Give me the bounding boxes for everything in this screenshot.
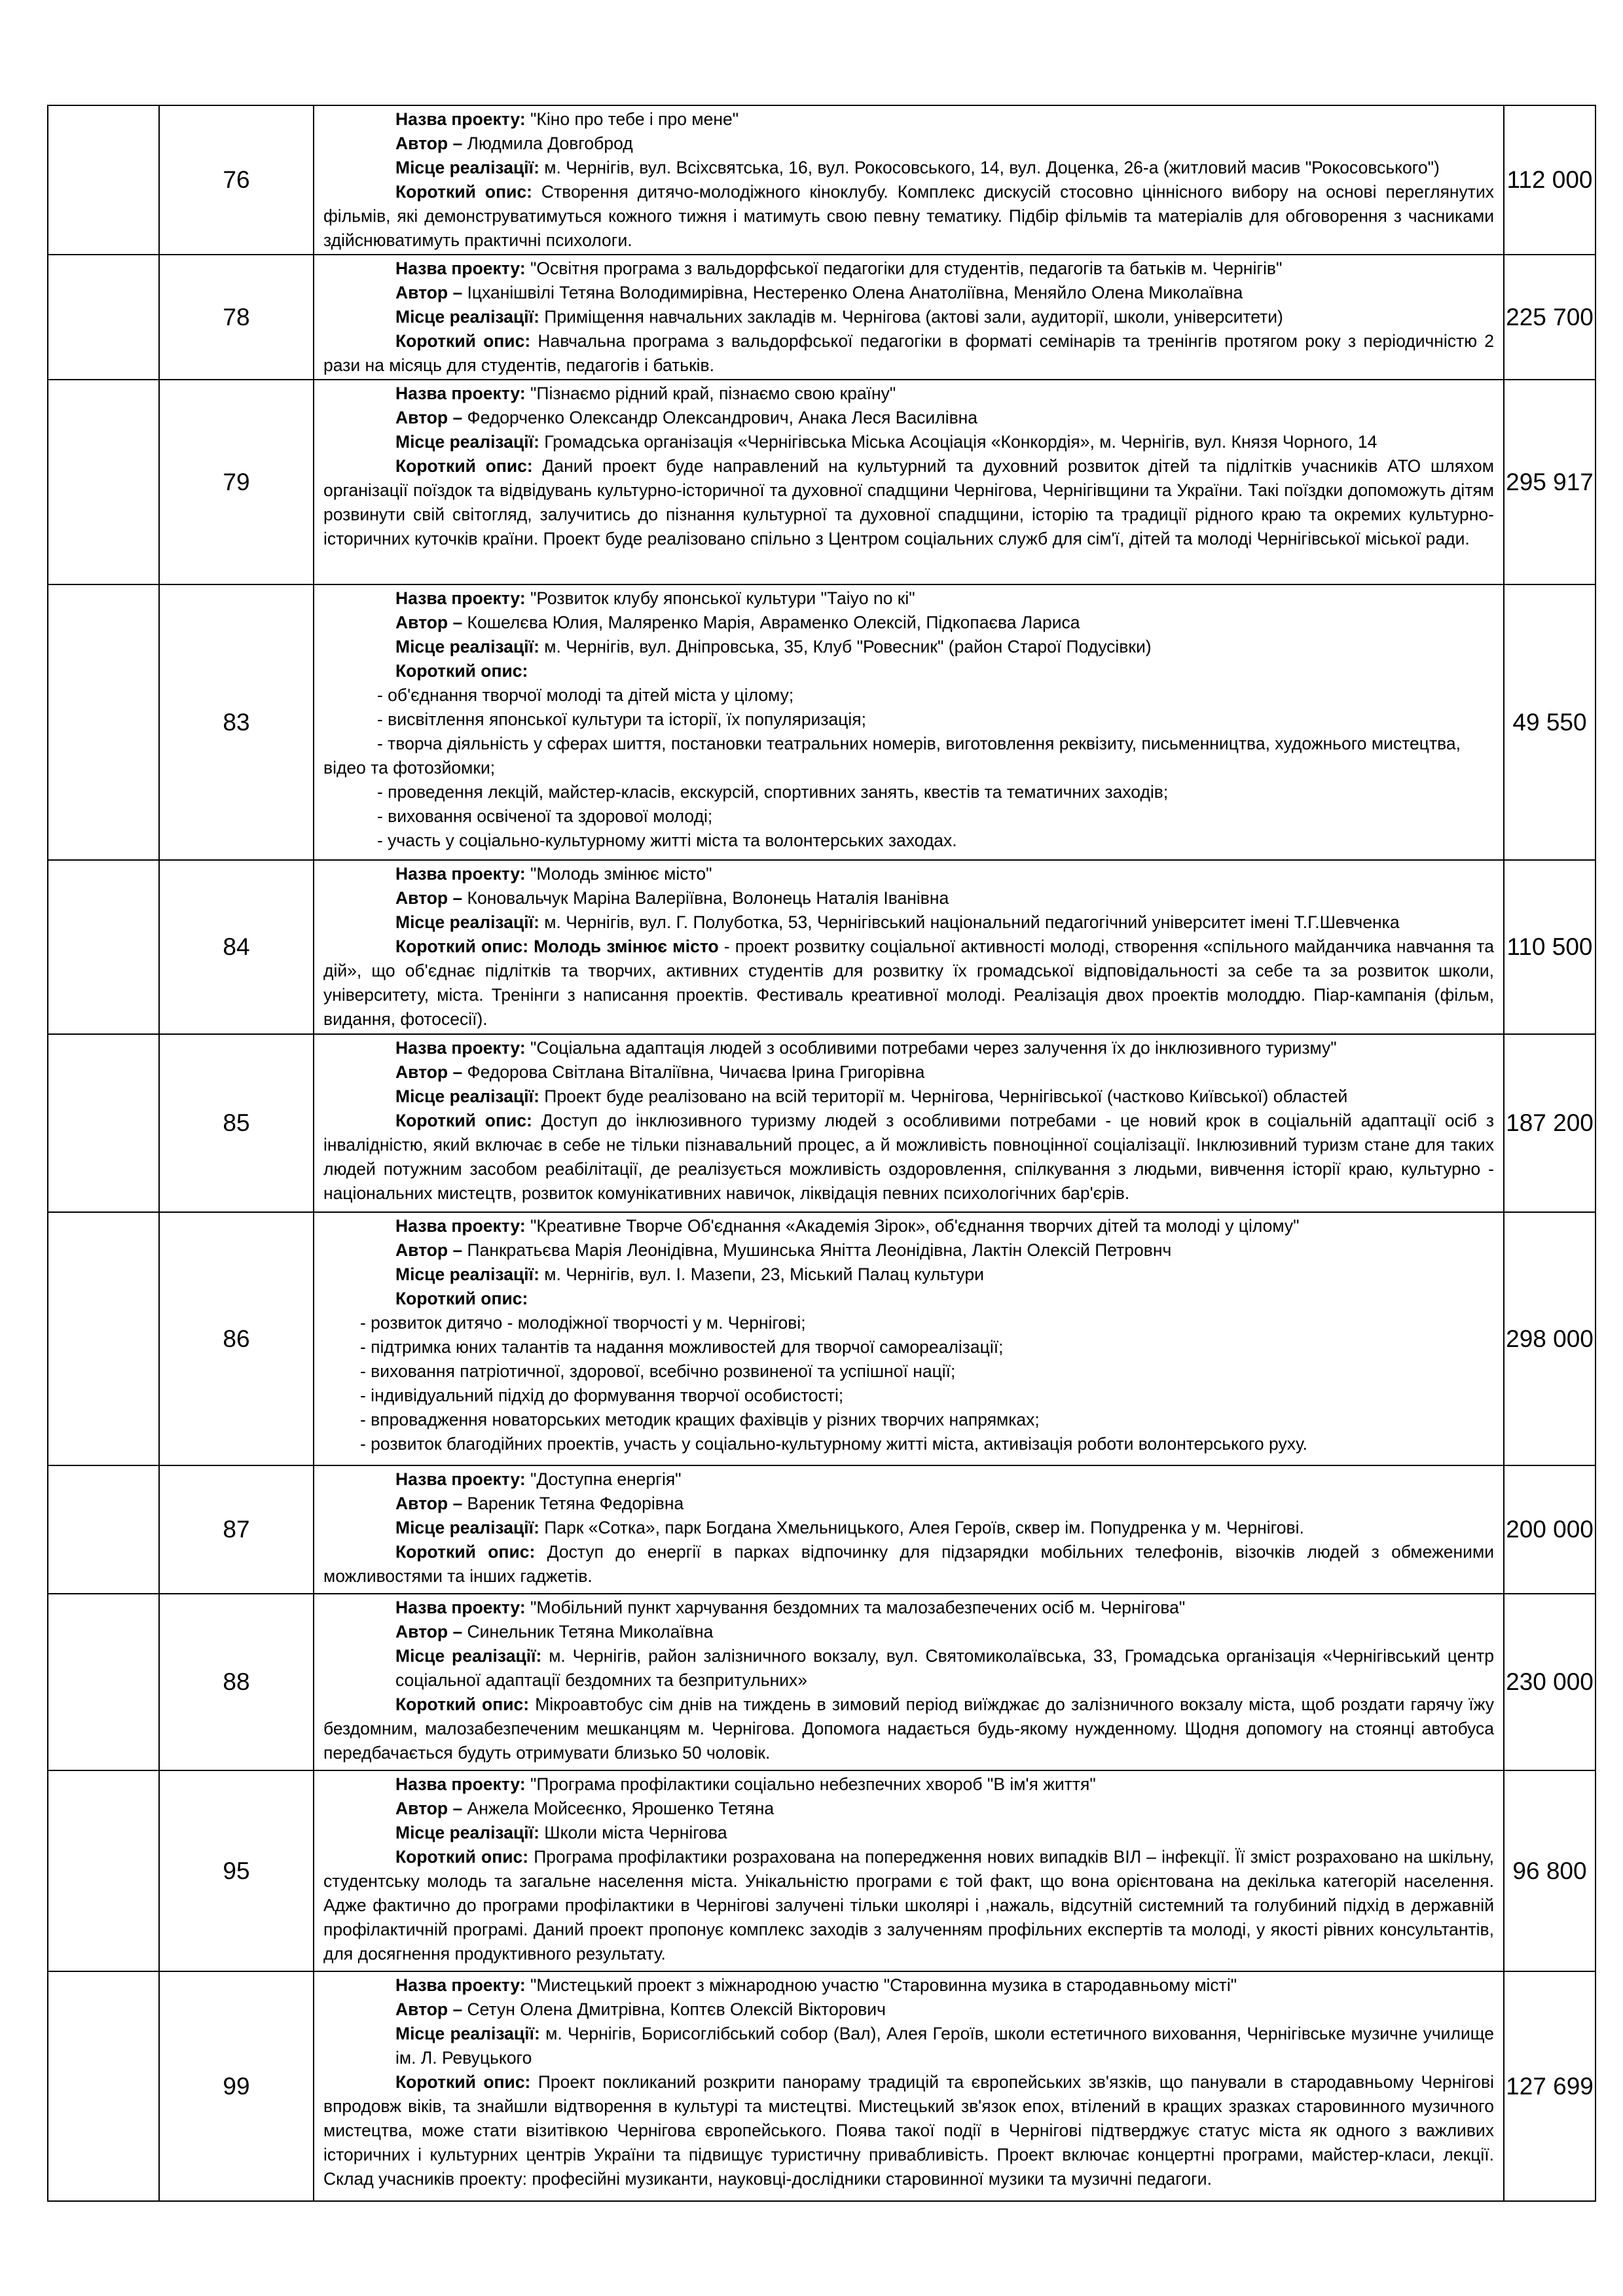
project-summary [323, 454, 1494, 551]
project-number: 88 [159, 1594, 314, 1770]
project-name-line [323, 257, 1494, 281]
project-place-label: Місце реалізації: [395, 158, 545, 177]
project-summary [323, 659, 1494, 683]
project-name-value: "Мистецький проект з міжнародною участю "Старовинна музика в стародавньому місті" [530, 1975, 1237, 1995]
empty-cell [48, 1594, 159, 1770]
project-name-line [323, 1973, 1494, 1998]
project-summary-label: Короткий опис: [395, 182, 541, 202]
project-place-value: м. Чернігів, вул. І. Мазепи, 23, Міський Палац культури [544, 1265, 984, 1284]
project-name-value: "Розвиток клубу японської культури "Таiyo no кі" [530, 588, 915, 608]
table-row [48, 1465, 1596, 1594]
project-summary [323, 1693, 1494, 1765]
project-name-value: "Молодь змінює місто" [530, 864, 712, 884]
project-number: 79 [159, 380, 314, 584]
project-name-label: Назва проекту: [395, 1774, 531, 1794]
project-name-label: Назва проекту: [395, 1038, 531, 1058]
empty-cell [48, 1971, 159, 2201]
project-author-line [323, 1238, 1494, 1263]
project-author-value: Коновальчук Маріна Валеріївна, Волонець Наталія Іванівна [467, 888, 949, 908]
project-place-label: Місце реалізації: [395, 432, 545, 452]
project-name-value: "Доступна енергія" [530, 1469, 682, 1489]
project-name-value: "Програма профілактики соціально небезпечних хвороб "В ім'я життя" [530, 1774, 1096, 1794]
project-place-line [323, 1085, 1494, 1109]
project-description-cell [314, 1971, 1504, 2201]
project-author-label: Автор – [395, 134, 467, 153]
project-number: 85 [159, 1034, 314, 1212]
project-description-cell [314, 255, 1504, 380]
project-place-value: Громадська організація «Чернігівська Міська Асоціація «Конкордія», м. Чернігів, вул. Князя Чорного, 14 [544, 432, 1377, 452]
project-amount: 187 200 [1504, 1034, 1596, 1212]
project-number: 78 [159, 255, 314, 380]
project-number: 83 [159, 584, 314, 860]
summary-list-item: - проведення лекцій, майстер-класів, екскурсій, спортивних занять, квестів та тематичних заходів; [377, 782, 1169, 802]
project-description-cell [314, 1770, 1504, 1971]
project-author-line [323, 611, 1494, 635]
project-amount: 225 700 [1504, 255, 1596, 380]
project-author-value: Федорова Світлана Віталіївна, Чичаєва Ірина Григорівна [467, 1062, 925, 1082]
project-author-line [323, 886, 1494, 910]
project-author-label: Автор – [395, 283, 467, 302]
project-number: 86 [159, 1212, 314, 1465]
project-amount: 96 800 [1504, 1770, 1596, 1971]
summary-list-item: - індивідуальний підхід до формування творчої особистості; [360, 1386, 844, 1405]
empty-cell [48, 105, 159, 255]
project-amount: 127 699 [1504, 1971, 1596, 2201]
project-author-line [323, 406, 1494, 430]
project-name-line [323, 1596, 1494, 1620]
empty-cell [48, 1465, 159, 1594]
project-place-value: м. Чернігів, район залізничного вокзалу, вул. Святомиколаївська, 33, Громадська організація «Чернігівський центр соціальної адаптації бездомних та безпритульних» [395, 1646, 1494, 1690]
project-place-value: Приміщення навчальних закладів м. Чернігова (актові зали, аудиторії, школи, університети) [544, 307, 1283, 327]
table-row [48, 1971, 1596, 2201]
table-row [48, 380, 1596, 584]
empty-cell [48, 584, 159, 860]
empty-cell [48, 1034, 159, 1212]
project-amount: 298 000 [1504, 1212, 1596, 1465]
summary-list-item: - виховання освіченої та здорової молоді; [377, 806, 713, 826]
project-summary-text: Доступ до енергії в парках відпочинку для підзарядки мобільних телефонів, візочків людей з обмеженими можливостями та інших гаджетів. [323, 1542, 1494, 1586]
project-place-label: Місце реалізації: [395, 307, 545, 327]
summary-list-item: - участь у соціально-культурному житті міста та волонтерських заходах. [377, 831, 957, 850]
project-summary [323, 2070, 1494, 2191]
project-place-line [323, 1516, 1494, 1540]
table-row [48, 860, 1596, 1034]
project-author-label: Автор – [395, 888, 467, 908]
project-summary [323, 1287, 1494, 1311]
table-row [48, 1594, 1596, 1770]
project-summary-label: Короткий опис: [395, 1847, 534, 1867]
project-number: 84 [159, 860, 314, 1034]
project-place-label: Місце реалізації: [395, 1823, 545, 1842]
project-place-value: Парк «Сотка», парк Богдана Хмельницького, Алея Героїв, сквер ім. Попудренка у м. Чернігові. [544, 1518, 1304, 1537]
project-name-line [323, 1214, 1494, 1238]
project-amount: 230 000 [1504, 1594, 1596, 1770]
project-author-label: Автор – [395, 1622, 467, 1641]
project-place-label: Місце реалізації: [395, 637, 545, 656]
project-author-label: Автор – [395, 613, 467, 632]
summary-list-item: - об'єднання творчої молоді та дітей міста у цілому; [377, 685, 794, 705]
table-row [48, 1770, 1596, 1971]
project-summary-text: Навчальна програма з вальдорфської педагогіки в форматі семінарів та тренінгів протягом року з періодичністю 2 рази на місяць для студентів, педагогів і батьків. [323, 331, 1495, 375]
project-author-line [323, 132, 1494, 156]
summary-list-item: - підтримка юних талантів та надання можливостей для творчої самореалізації; [360, 1337, 1004, 1357]
project-name-value: "Освітня програма з вальдорфської педагогіки для студентів, педагогів та батьків м. Чернігів" [530, 259, 1283, 278]
table-row [48, 1212, 1596, 1465]
project-number: 87 [159, 1465, 314, 1594]
project-name-line [323, 382, 1494, 406]
project-author-line [323, 281, 1494, 305]
project-name-line [323, 862, 1494, 886]
project-author-label: Автор – [395, 1062, 467, 1082]
project-author-label: Автор – [395, 1799, 467, 1818]
project-name-value: "Креативне Творче Об'єднання «Академія Зірок», об'єднання творчих дітей та молоді у цілому" [530, 1216, 1300, 1236]
table-row [48, 584, 1596, 860]
project-summary [323, 180, 1494, 253]
project-author-label: Автор – [395, 2000, 467, 2019]
project-summary-label: Короткий опис: [395, 456, 543, 476]
project-place-line [323, 1263, 1494, 1287]
empty-cell [48, 1212, 159, 1465]
project-place-value: м. Чернігів, вул. Всіхсвятська, 16, вул. Рокосовського, 14, вул. Доценка, 26-а (житловий масив "Рокосовського") [544, 158, 1440, 177]
project-number: 76 [159, 105, 314, 255]
empty-cell [48, 255, 159, 380]
empty-cell [48, 860, 159, 1034]
project-summary-label: Короткий опис: [395, 1542, 547, 1562]
summary-list-item: - виховання патріотичної, здорової, всебічно розвиненої та успішної нації; [360, 1361, 956, 1381]
project-name-line [323, 1772, 1494, 1797]
project-description-cell [314, 1594, 1504, 1770]
project-name-value: "Кіно про тебе і про мене" [530, 109, 739, 129]
project-author-label: Автор – [395, 1240, 467, 1260]
project-place-value: Школи міста Чернігова [544, 1823, 727, 1842]
project-author-value: Синельник Тетяна Миколаївна [467, 1622, 714, 1641]
project-description-cell [314, 584, 1504, 860]
project-summary-text: Доступ до інклюзивного туризму людей з особливими потребами - це новий крок в соціальній адаптації осіб з інвалідністю, який включає в себе не тільки пізнавальний процес, а й можливість повноцінної соціалізації. Інклюзивний туризм стане для таких людей потужним засобом реабілітації, де реалізується можливість оздоровлення, спілкування з людьми, вивчення історії краю, культурно - національних мистецтв, розвиток комунікативних навичок, ліквідація певних психологічних бар'єрів. [323, 1111, 1495, 1203]
project-place-line [323, 156, 1494, 180]
project-number: 99 [159, 1971, 314, 2201]
project-name-label: Назва проекту: [395, 588, 531, 608]
project-description-cell [314, 105, 1504, 255]
project-summary-label: Короткий опис: [395, 1695, 536, 1714]
project-summary [323, 1540, 1494, 1588]
table-row [48, 255, 1596, 380]
project-summary-text: - проект розвитку соціальної активності молоді, створення «спільного майданчика навчання та дій», що об'єднає підлітків та творчих, активних студентів для розвитку їх громадської відповідальності за себе та за розвиток школи, університету, міста. Тренінги з написання проектів. Фестиваль креативної молоді. Реалізація двох проектів молоддю. Піар-кампанія (фільм, видання, фотосесії). [323, 937, 1495, 1029]
project-summary-highlight: Молодь змінює місто [534, 937, 719, 956]
project-author-value: Вареник Тетяна Федорівна [467, 1494, 684, 1513]
projects-table-body [48, 105, 1596, 2201]
table-row [48, 1034, 1596, 1212]
projects-table [47, 105, 1596, 2202]
project-author-value: Панкратьєва Марія Леонідівна, Мушинська Янітта Леонідівна, Лактін Олексій Петровнч [467, 1240, 1172, 1260]
project-name-label: Назва проекту: [395, 1598, 531, 1617]
project-name-label: Назва проекту: [395, 384, 531, 403]
project-author-line [323, 1797, 1494, 1821]
project-name-label: Назва проекту: [395, 1216, 531, 1236]
project-summary-label: Короткий опис: [395, 1111, 541, 1130]
project-place-line [323, 430, 1494, 454]
project-author-value: Кошелєва Юлия, Маляренко Марія, Авраменко Олексій, Підкопаєва Лариса [467, 613, 1080, 632]
project-description-cell [314, 1465, 1504, 1594]
project-author-value: Іцханішвілі Тетяна Володимирівна, Нестеренко Олена Анатоліївна, Меняйло Олена Миколаївна [467, 283, 1243, 302]
project-author-label: Автор – [395, 408, 467, 427]
project-summary-label: Короткий опис: [395, 661, 528, 681]
project-summary-label: Короткий опис: [395, 937, 534, 956]
project-name-label: Назва проекту: [395, 109, 531, 129]
project-summary-label: Короткий опис: [395, 331, 538, 351]
project-place-label: Місце реалізації: [395, 912, 545, 932]
project-place-label: Місце реалізації: [395, 1518, 545, 1537]
project-amount: 295 917 [1504, 380, 1596, 584]
project-description-cell [314, 380, 1504, 584]
project-author-line [323, 1998, 1494, 2022]
project-place-value: Проект буде реалізовано на всій території м. Чернігова, Чернігівської (частково Київської) областей [544, 1086, 1348, 1106]
project-amount: 200 000 [1504, 1465, 1596, 1594]
project-author-line [323, 1060, 1494, 1085]
project-amount: 112 000 [1504, 105, 1596, 255]
project-place-label: Місце реалізації: [395, 1086, 545, 1106]
project-description-cell [314, 1034, 1504, 1212]
summary-list-item: - впровадження новаторських методик кращих фахівців у різних творчих напрямках; [360, 1410, 1040, 1429]
project-place-line [323, 2022, 1494, 2070]
project-name-line [323, 1467, 1494, 1492]
project-name-label: Назва проекту: [395, 864, 531, 884]
project-place-label: Місце реалізації: [395, 1265, 545, 1284]
project-number: 95 [159, 1770, 314, 1971]
project-amount: 49 550 [1504, 584, 1596, 860]
project-name-line [323, 586, 1494, 611]
project-description-cell [314, 860, 1504, 1034]
project-place-line [323, 1821, 1494, 1845]
project-summary-label: Короткий опис: [395, 1289, 528, 1308]
summary-list-item: - творча діяльність у сферах шиття, постановки театральних номерів, виготовлення реквізиту, письменництва, художнього мистецтва, відео та фотозйомки; [323, 734, 1461, 778]
summary-list-item: - розвиток благодійних проектів, участь у соціально-культурному житті міста, активізація роботи волонтерського руху. [360, 1434, 1307, 1454]
project-author-line [323, 1620, 1494, 1644]
summary-list-item: - розвиток дитячо - молодіжної творчості у м. Чернігові; [360, 1313, 806, 1333]
project-place-line [323, 1644, 1494, 1693]
project-place-line [323, 305, 1494, 329]
project-summary [323, 1109, 1494, 1206]
project-name-line [323, 1036, 1494, 1060]
project-name-value: "Соціальна адаптація людей з особливими потребами через залучення їх до інклюзивного туризму" [530, 1038, 1337, 1058]
project-summary-text: Створення дитячо-молодіжного кіноклубу. Комплекс дискусій стосовно ціннісного вибору на основі переглянутих фільмів, які демонструватимуться кожного тижня і матимуть свою певну тематику. Підбір фільмів та матеріалів для обговорення з часниками здійснюватимуть практичні психологи. [323, 182, 1495, 250]
project-summary-text: Програма профілактики розрахована на попередження нових випадків ВІЛ – інфекції. Її зміст розраховано на шкільну, студентську молодь та загальне населення міста. Унікальністю програми є той факт, що вона орієнтована на декілька категорій населення. Адже фактично до програми профілактики в Чернігові залучені тільки школярі і ,нажаль, відсутній системний та голубиний підхід в державній профілактичній програмі. Даний проект пропонує комплекс заходів з залученням профільних експертів та молоді, у якості рівних консультантів, для досягнення продуктивного результату. [323, 1847, 1495, 1964]
summary-list-item: - висвітлення японської культури та історії, їх популяризація; [377, 709, 867, 729]
project-name-line [323, 107, 1494, 132]
project-place-line [323, 910, 1494, 935]
empty-cell [48, 380, 159, 584]
project-description-cell [314, 1212, 1504, 1465]
project-name-value: "Пізнаємо рідний край, пізнаємо свою країну" [530, 384, 896, 403]
project-summary-text: Мікроавтобус сім днів на тиждень в зимовий період виїжджає до залізничного вокзалу міста, щоб роздати гарячу їжу бездомним, малозабезпеченим мешканцям м. Чернігова. Допомога надається будь-якому нужденному. Щодня допомогу на стоянці автобуса передбачається будуть отримувати близько 50 чоловік. [323, 1695, 1494, 1763]
project-name-label: Назва проекту: [395, 1975, 531, 1995]
project-author-value: Людмила Довгоброд [467, 134, 633, 153]
project-author-value: Сетун Олена Дмитрівна, Коптєв Олексій Вікторович [467, 2000, 886, 2019]
project-author-label: Автор – [395, 1494, 467, 1513]
project-summary-text: Даний проект буде направлений на культурний та духовний розвиток дітей та підлітків учасників АТО шляхом організації поїздок та відвідувань культурно-історичної та духовної спадщини Чернігова, Чернігівщини та України. Такі поїздки допоможуть дітям розвинути свій світогляд, залучитись до пізнання культурної та духовної спадщини, історію та традиції рідного краю та окремих культурно-історичних куточків країни. Проект буде реалізовано спільно з Центром соціальних служб для сім'ї, дітей та молоді Чернігівської міської ради. [323, 456, 1494, 548]
project-place-label: Місце реалізації: [395, 2024, 546, 2043]
project-place-value: м. Чернігів, вул. Дніпровська, 35, Клуб "Ровесник" (район Старої Подусівки) [544, 637, 1152, 656]
project-name-label: Назва проекту: [395, 1469, 531, 1489]
project-place-value: м. Чернігів, вул. Г. Полуботка, 53, Чернігівський національний педагогічний університет імені Т.Г.Шевченка [544, 912, 1400, 932]
project-amount: 110 500 [1504, 860, 1596, 1034]
project-summary-text: Проект покликаний розкрити панораму традицій та європейських зв'язків, що панували в стародавньому Чернігові впродовж віків, та знайшли відтворення в культурі та мистецтві. Мистецький зв'язок епох, втілений в кращих зразках старовинного музичного мистецтва, може стати візитівкою Чернігова європейського. Поява такої події в Чернігові підтверджує статус міста як одного з важливих історичних і культурних центрів України та підвищує туристичну привабливість. Проект включає концертні програми, майстер-класи, лекції. Склад учасників проекту: професійні музиканти, науковці-дослідники старовинної музики та музичні педагоги. [323, 2072, 1495, 2189]
project-name-label: Назва проекту: [395, 259, 531, 278]
project-place-label: Місце реалізації: [395, 1646, 549, 1666]
project-name-value: "Мобільний пункт харчування бездомних та малозабезпечених осіб м. Чернігова" [530, 1598, 1186, 1617]
project-summary [323, 935, 1494, 1031]
project-place-line [323, 635, 1494, 659]
project-summary [323, 1845, 1494, 1966]
project-author-line [323, 1492, 1494, 1516]
project-author-value: Анжела Мойсеєнко, Ярошенко Тетяна [467, 1799, 775, 1818]
project-summary-label: Короткий опис: [395, 2072, 538, 2092]
empty-cell [48, 1770, 159, 1971]
project-summary [323, 329, 1494, 378]
project-place-value: м. Чернігів, Борисоглібський собор (Вал), Алея Героїв, школи естетичного виховання, Чернігівське музичне училище ім. Л. Ревуцького [395, 2024, 1494, 2068]
table-row [48, 105, 1596, 255]
project-author-value: Федорченко Олександр Олександрович, Анака Леся Василівна [467, 408, 978, 427]
